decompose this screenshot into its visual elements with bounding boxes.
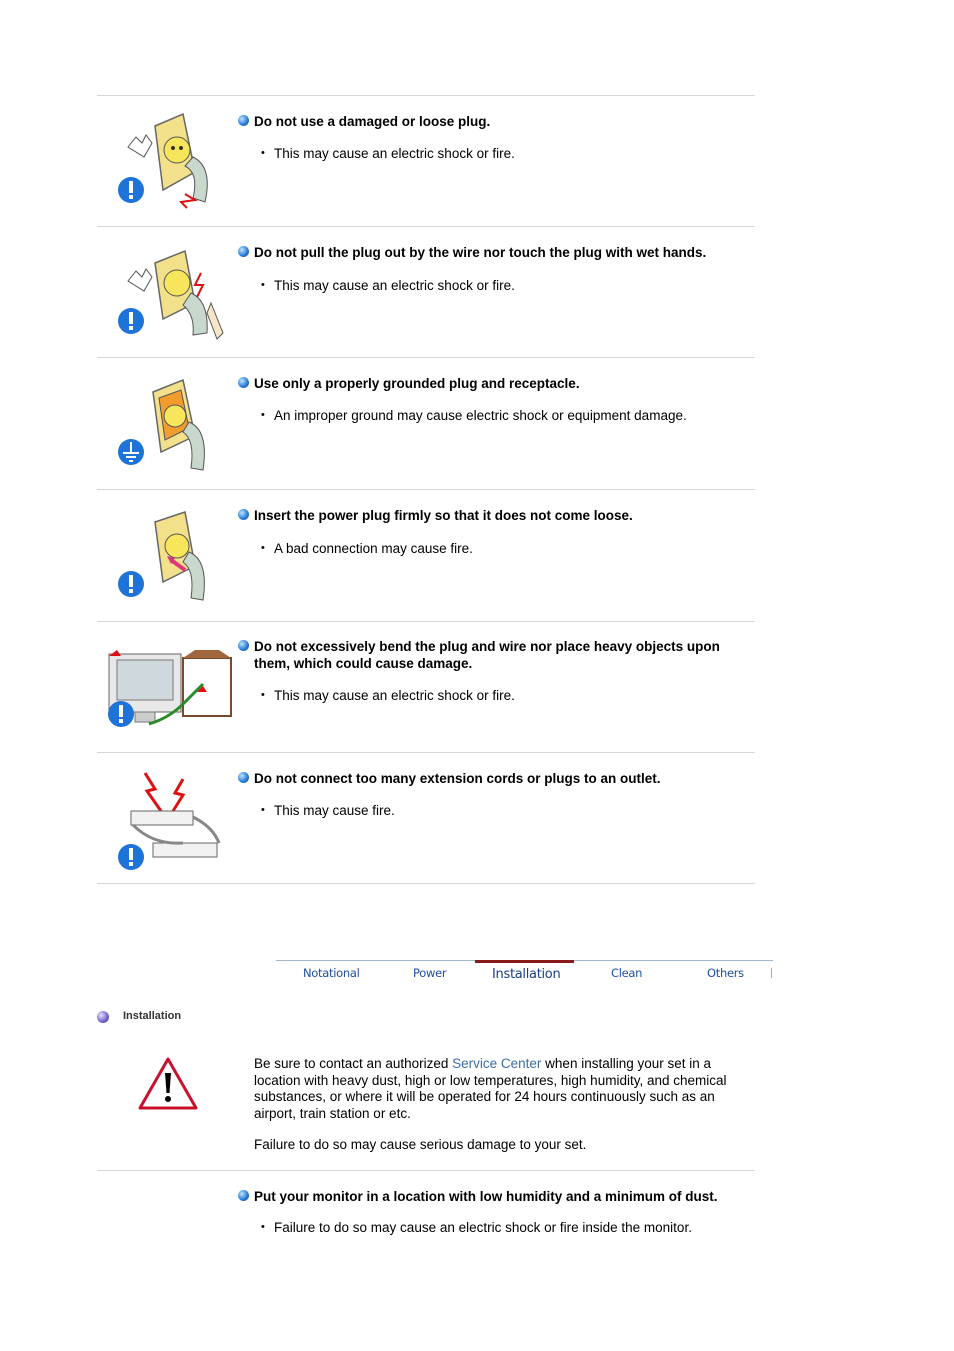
category-tabs <box>276 960 773 986</box>
active-tab-indicator <box>475 960 574 963</box>
blue-bullet-icon <box>238 640 249 651</box>
section-title: Put your monitor in a location with low humidity and a minimum of dust. <box>238 1188 758 1205</box>
section-title: Do not connect too many extension cords or plugs to an outlet. <box>238 770 758 787</box>
blue-bullet-icon <box>238 509 249 520</box>
list-item: • This may cause an electric shock or fire. <box>274 277 515 294</box>
service-center-link[interactable]: Service Center <box>452 1056 542 1071</box>
blue-bullet-icon <box>238 377 249 388</box>
safety-section-bend-wire <box>97 622 755 752</box>
installation-warning-text: Be sure to contact an authorized Service Center when installing your set in a location with heavy dust, high or low temperatures, high humidity, and chemical substances, or where it will be operated for 24 hours continuously such as an airport, train station or etc. <box>254 1056 727 1121</box>
tab-notational[interactable]: Notational <box>303 966 360 980</box>
warning-triangle-icon <box>137 1056 199 1112</box>
wet-hands-plug-illustration <box>103 233 233 351</box>
blue-bullet-icon <box>238 246 249 257</box>
divider <box>97 883 755 884</box>
purple-bullet-icon <box>97 1011 109 1023</box>
section-title: Do not excessively bend the plug and wire nor place heavy objects upon them, which could cause damage. <box>238 638 758 672</box>
tab-others[interactable]: Others <box>707 966 744 980</box>
damaged-plug-illustration <box>103 102 233 220</box>
tab-separator <box>771 968 772 978</box>
list-item: • This may cause an electric shock or fire. <box>274 687 515 704</box>
insert-plug-illustration <box>103 496 233 614</box>
section-title: Do not pull the plug out by the wire nor touch the plug with wet hands. <box>238 244 758 261</box>
installation-warning-note: Failure to do so may cause serious damage to your set. <box>254 1137 587 1152</box>
overloaded-outlet-illustration <box>103 759 233 877</box>
safety-section-grounded-plug <box>97 358 755 488</box>
section-title: Use only a properly grounded plug and receptacle. <box>238 375 758 392</box>
list-item: • Failure to do so may cause an electric shock or fire inside the monitor. <box>274 1219 692 1236</box>
list-item: • A bad connection may cause fire. <box>274 540 473 557</box>
safety-section-low-humidity <box>97 1171 755 1251</box>
blue-bullet-icon <box>238 115 249 126</box>
list-item: • An improper ground may cause electric shock or equipment damage. <box>274 407 687 424</box>
safety-section-insert-plug <box>97 490 755 620</box>
list-item: • This may cause an electric shock or fire. <box>274 145 515 162</box>
safety-section-extension-cords <box>97 753 755 883</box>
bent-wire-monitor-illustration <box>99 628 235 746</box>
safety-section-pull-plug <box>97 227 755 357</box>
safety-section-damaged-plug <box>97 96 755 226</box>
grounded-plug-illustration <box>103 364 233 482</box>
section-title: Insert the power plug firmly so that it does not come loose. <box>238 507 758 524</box>
blue-bullet-icon <box>238 772 249 783</box>
list-item: • This may cause fire. <box>274 802 395 819</box>
tab-power[interactable]: Power <box>413 966 447 980</box>
blue-bullet-icon <box>238 1190 249 1201</box>
tab-clean[interactable]: Clean <box>611 966 643 980</box>
section-title: Do not use a damaged or loose plug. <box>238 113 758 130</box>
tab-installation[interactable]: Installation <box>492 967 561 982</box>
